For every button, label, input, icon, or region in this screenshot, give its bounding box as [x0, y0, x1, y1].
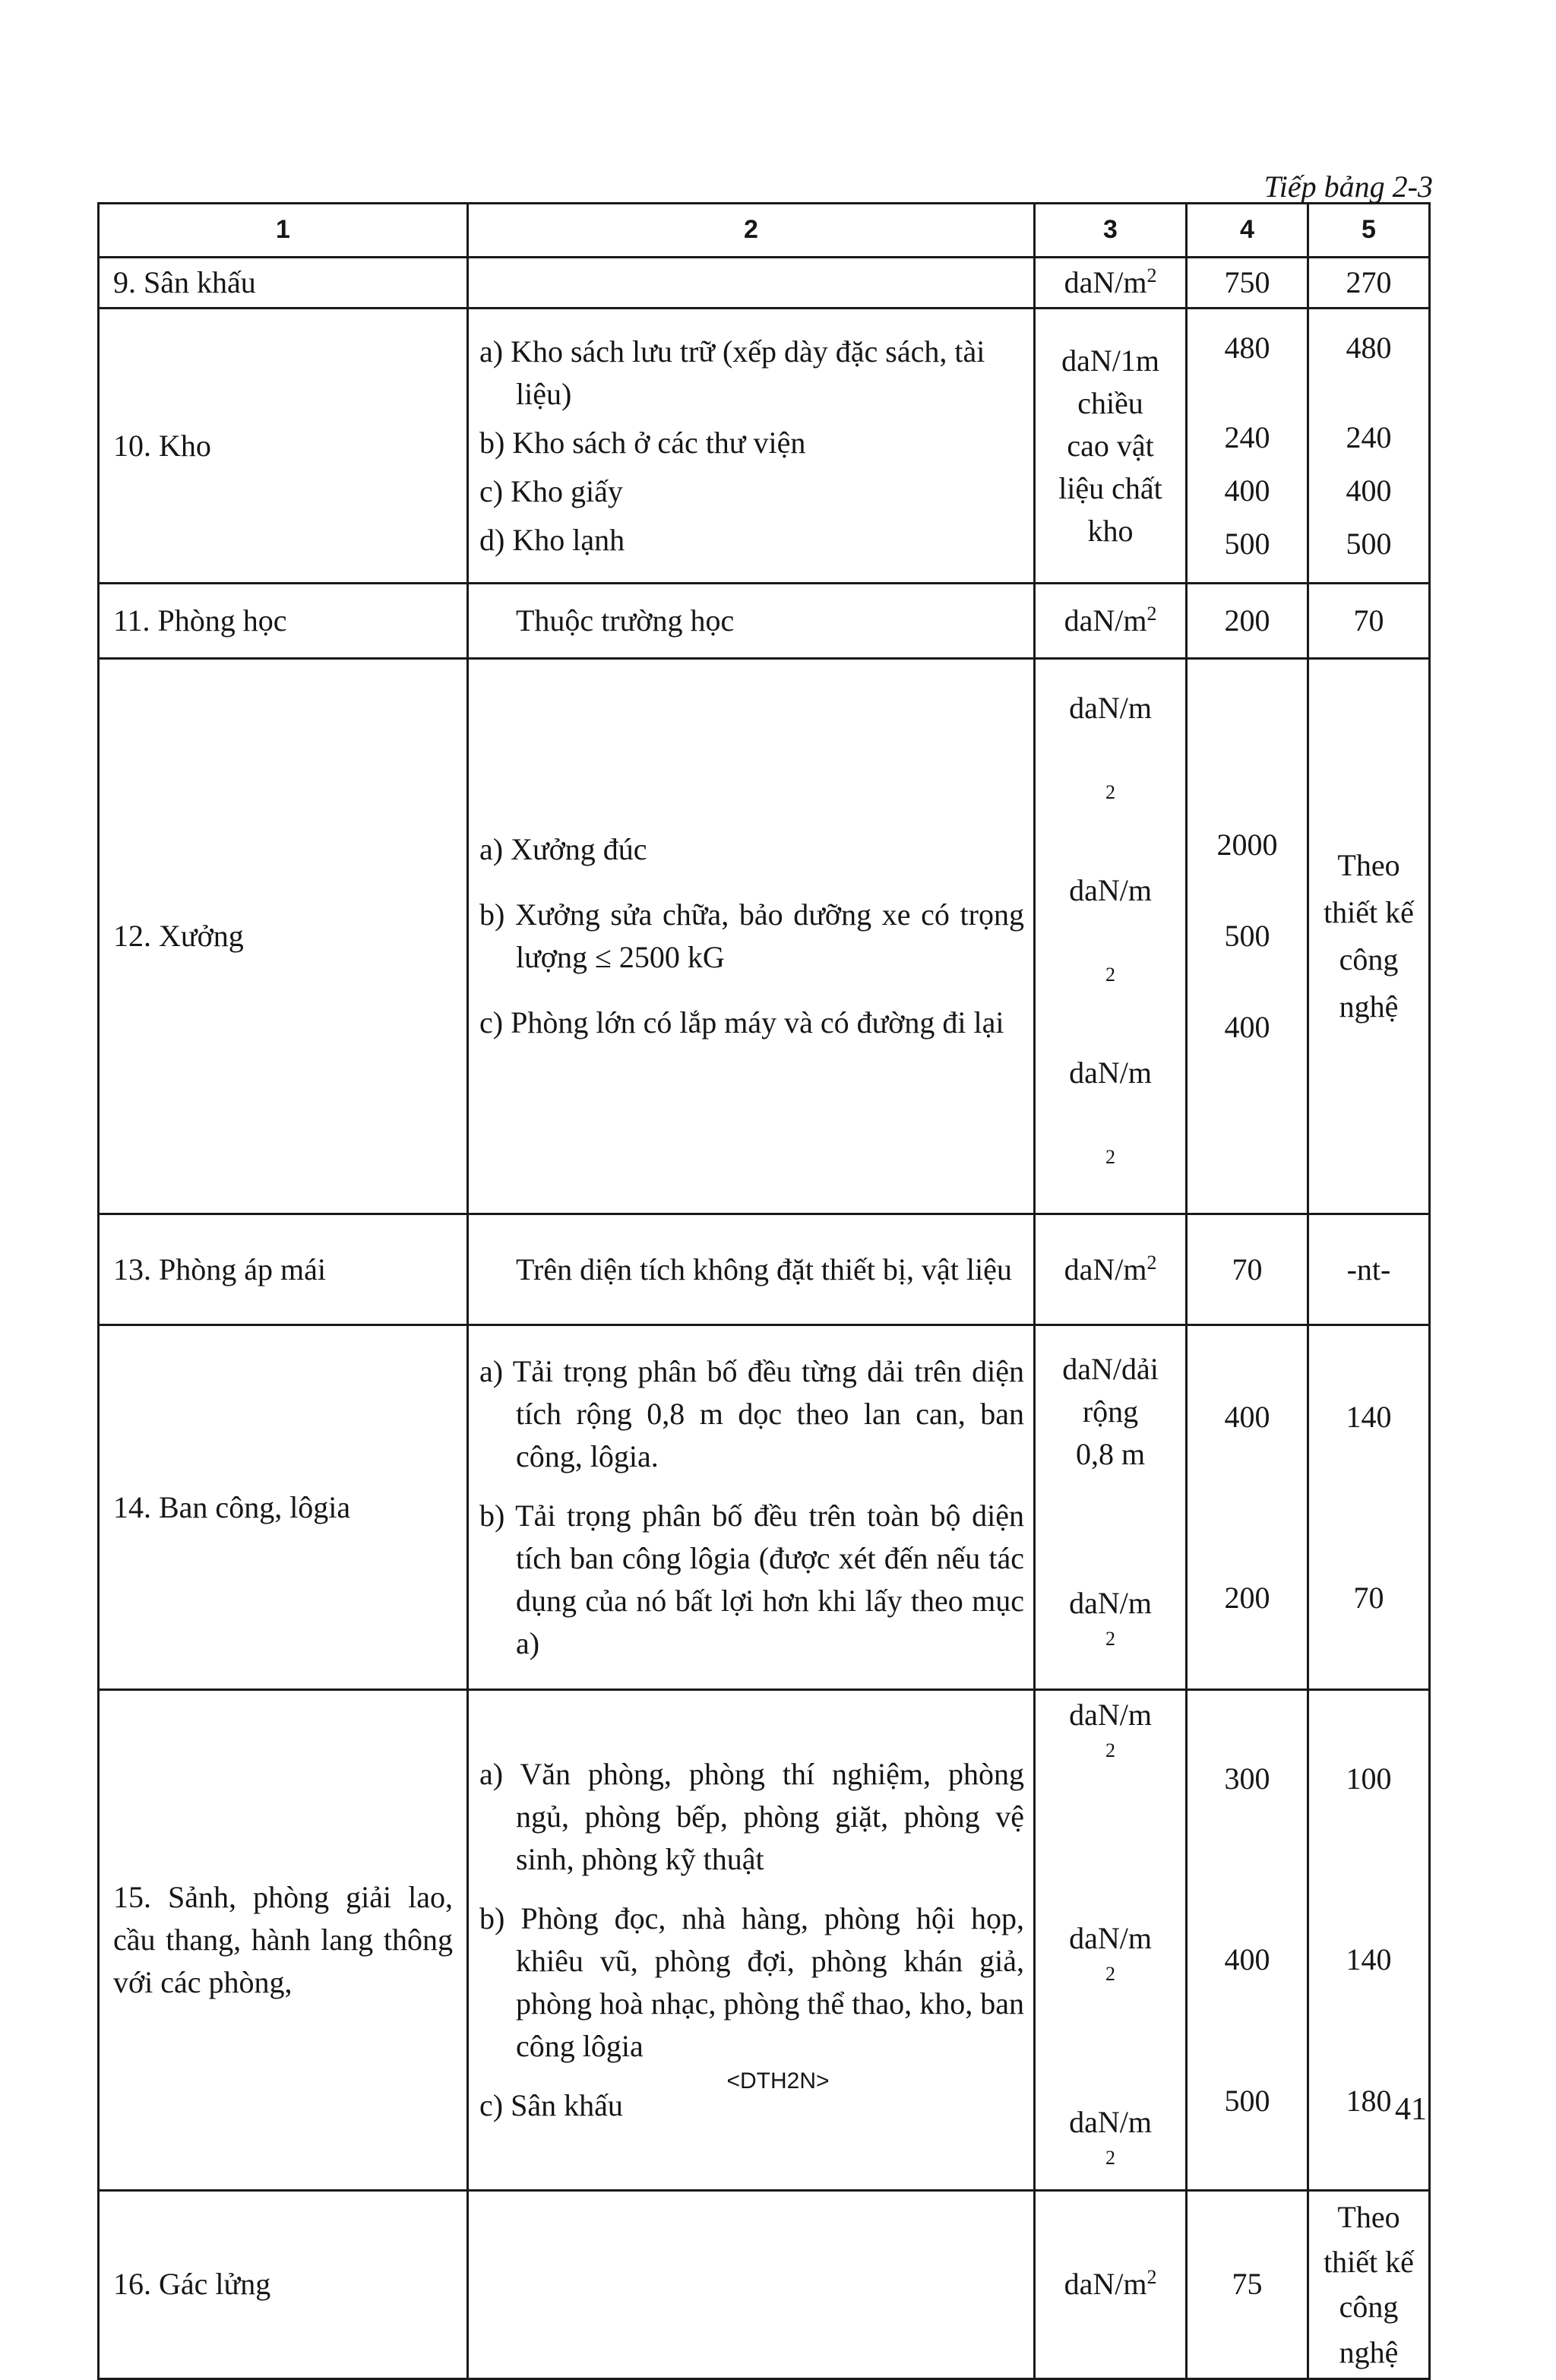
table-row: [99, 2191, 1430, 2379]
description-item: b) Tải trọng phân bố đều trên toàn bộ diện tích ban công lôgia (được xét đến nếu tác dụng của nó bất lợi hơn khi lấy theo mục a): [479, 1498, 1024, 1660]
table-row: [99, 1214, 1430, 1325]
long-term-load-cell: Theo thiết kế công nghệ: [1308, 2191, 1430, 2379]
unit-cell: daN/m $^2$ daN/m $^2$ daN/m $^2$: [1035, 659, 1187, 1214]
full-load-cell: 480 240 400 500: [1187, 309, 1308, 584]
full-load-cell: 300 400 500: [1187, 1690, 1308, 2191]
table-row: [99, 1690, 1430, 2191]
full-load-cell: 400 200: [1187, 1325, 1308, 1690]
header-cell: 4: [1187, 204, 1308, 258]
description-item: d) Kho lạnh: [479, 522, 625, 557]
description-item: a) Kho sách lưu trữ (xếp dày đặc sách, tài liệu): [479, 334, 985, 411]
header-cell: 2: [468, 204, 1035, 258]
description-cell: [468, 309, 1035, 584]
description-item: b) Kho sách ở các thư viện: [479, 425, 806, 460]
room-type-cell: 13. Phòng áp mái: [99, 1214, 468, 1325]
long-term-load-cell: 480 240 400 500: [1308, 309, 1430, 584]
description-cell: [468, 258, 1035, 309]
footer-code: <DTH2N>: [726, 2068, 830, 2094]
room-type-cell: 12. Xưởng: [99, 659, 468, 1214]
unit-cell: daN/$m^2$: [1035, 1214, 1187, 1325]
full-load-cell: 200: [1187, 584, 1308, 659]
long-term-load-cell: 70: [1308, 584, 1430, 659]
unit-cell: daN/1m chiều cao vật liệu chất kho: [1035, 309, 1187, 584]
table-row: [99, 659, 1430, 1214]
description-cell: [468, 1325, 1035, 1690]
description-item: a) Xưởng đúc: [479, 832, 647, 866]
long-term-load-cell: 140 70: [1308, 1325, 1430, 1690]
room-type-cell: 16. Gác lửng: [99, 2191, 468, 2379]
full-load-cell: 2000 500 400: [1187, 659, 1308, 1214]
header-cell: 3: [1035, 204, 1187, 258]
load-table: [97, 202, 1431, 2380]
full-load-cell: 75: [1187, 2191, 1308, 2379]
table-row: [99, 258, 1430, 309]
table-row: [99, 309, 1430, 584]
room-type-cell: 15. Sảnh, phòng giải lao, cầu thang, hành lang thông với các phòng,: [99, 1690, 468, 2191]
unit-cell: daN/$m^2$: [1035, 584, 1187, 659]
table-header-row: [99, 204, 1430, 258]
description-item: c) Kho giấy: [479, 473, 623, 508]
unit-cell: daN/m $^2$ daN/m $^2$ daN/m $^2$: [1035, 1690, 1187, 2191]
full-load-cell: 70: [1187, 1214, 1308, 1325]
table-row: [99, 1325, 1430, 1690]
description-item: c) Phòng lớn có lắp máy và có đường đi lại: [479, 1005, 1004, 1040]
page-number: 41: [1395, 2092, 1427, 2127]
long-term-load-cell: 270: [1308, 258, 1430, 309]
room-type-cell: 11. Phòng học: [99, 584, 468, 659]
long-term-load-cell: 100 140 180: [1308, 1690, 1430, 2191]
continuation-label: Tiếp bảng 2-3: [1263, 169, 1433, 204]
description-item: a) Tải trọng phân bố đều từng dải trên diện tích rộng 0,8 m dọc theo lan can, ban công, lôgia.: [479, 1353, 1024, 1473]
description-cell: Thuộc trường học: [468, 584, 1035, 659]
description-item: b) Xưởng sửa chữa, bảo dưỡng xe có trọng lượng ≤ 2500 kG: [479, 897, 1024, 974]
description-cell: [468, 659, 1035, 1214]
room-type-cell: 14. Ban công, lôgia: [99, 1325, 468, 1690]
room-type-cell: 9. Sân khấu: [99, 258, 468, 309]
unit-cell: daN/dải rộng 0,8 m daN/m $^2$: [1035, 1325, 1187, 1690]
full-load-cell: 750: [1187, 258, 1308, 309]
unit-cell: daN/$m^2$: [1035, 2191, 1187, 2379]
table-row: [99, 584, 1430, 659]
description-item: a) Văn phòng, phòng thí nghiệm, phòng ngủ, phòng bếp, phòng giặt, phòng vệ sinh, phòng kỹ thuật: [479, 1757, 1024, 1876]
header-cell: 5: [1308, 204, 1430, 258]
description-cell: [468, 1690, 1035, 2191]
description-item: c) Sân khấu: [479, 2088, 623, 2122]
description-item: b) Phòng đọc, nhà hàng, phòng hội họp, khiêu vũ, phòng đợi, phòng khán giả, phòng hoà nhạc, phòng thể thao, kho, ban công lôgia: [479, 1901, 1024, 2063]
unit-cell: daN/$m^2$: [1035, 258, 1187, 309]
description-cell: Trên diện tích không đặt thiết bị, vật liệu: [468, 1214, 1035, 1325]
long-term-load-cell: Theo thiết kế công nghệ: [1308, 659, 1430, 1214]
description-cell: [468, 2191, 1035, 2379]
room-type-cell: 10. Kho: [99, 309, 468, 584]
long-term-load-cell: -nt-: [1308, 1214, 1430, 1325]
header-cell: 1: [99, 204, 468, 258]
